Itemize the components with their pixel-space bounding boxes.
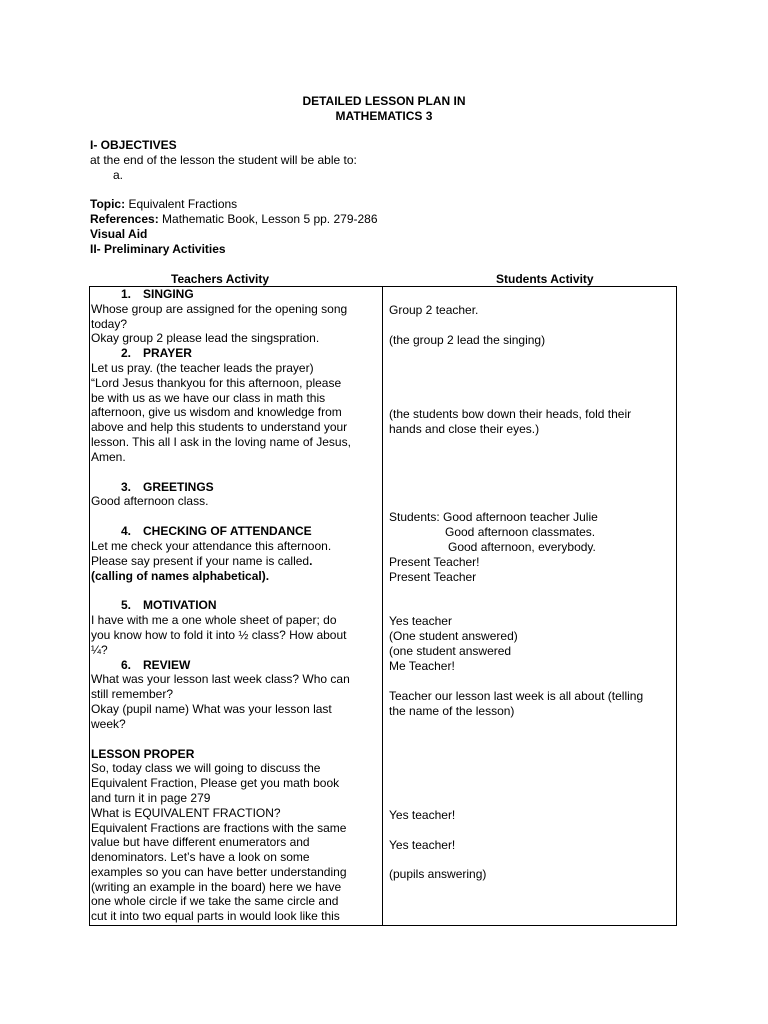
topic-line	[90, 197, 690, 212]
student-response: Present Teacher!	[389, 555, 480, 569]
text-line: (calling of names alphabetical).	[91, 568, 270, 583]
objectives-heading: I- OBJECTIVES	[90, 138, 177, 152]
section-heading-lesson-proper: LESSON PROPER	[91, 746, 195, 761]
text-line: today?	[91, 316, 128, 331]
text-line: cut it into two equal parts in would look like this	[91, 909, 340, 924]
text-line: Let me check your attendance this afternoon.	[91, 538, 332, 553]
text-line: What is EQUIVALENT FRACTION?	[91, 805, 281, 820]
title-line-2: MATHEMATICS 3	[335, 109, 433, 123]
teachers-activity-column	[91, 287, 379, 924]
topic-label: Topic:	[90, 197, 126, 212]
references-line	[90, 212, 690, 227]
text-line: still remember?	[91, 687, 174, 702]
student-response: the name of the lesson)	[389, 704, 515, 718]
text-line: ¼?	[91, 642, 108, 657]
text-line: “Lord Jesus thankyou for this afternoon, please	[91, 375, 342, 390]
text-line: (writing an example in the board) here we have	[91, 879, 342, 894]
student-response: (the students bow down their heads, fold their	[389, 407, 632, 421]
text-line: Equivalent Fractions are fractions with the same	[91, 820, 347, 835]
text-line: denominators. Let’s have a look on some	[91, 850, 310, 865]
text-line: Whose group are assigned for the opening song	[91, 301, 348, 316]
text-line: Equivalent Fraction, Please get you math book	[91, 776, 340, 791]
objectives-text: at the end of the lesson the student will be able to:	[90, 152, 357, 167]
student-response: hands and close their eyes.)	[389, 422, 540, 436]
section-heading-review: 6. REVIEW	[121, 657, 191, 672]
references-value: Mathematic Book, Lesson 5 pp. 279-286	[158, 212, 378, 227]
title-line-1: DETAILED LESSON PLAN IN	[302, 94, 466, 108]
text-line: I have with me a one whole sheet of paper; do	[91, 613, 337, 628]
text-line: So, today class we will going to discuss the	[91, 761, 321, 776]
text-line: examples so you can have better understanding	[91, 864, 347, 879]
student-response: Yes teacher!	[389, 808, 456, 822]
student-response: (one student answered	[389, 644, 512, 658]
text-line: lesson. This all I ask in the loving name of Jesus,	[91, 434, 351, 449]
text-line: be with us as we have our class in math this	[91, 390, 326, 405]
student-response: Teacher our lesson last week is all about (telling	[389, 689, 644, 703]
objectives-item: a.	[113, 167, 124, 182]
text-line: one whole circle if we take the same circle and	[91, 894, 339, 909]
text-line: Amen.	[91, 449, 126, 464]
section-heading-singing: 1. SINGING	[121, 287, 194, 301]
student-response: (pupils answering)	[389, 867, 487, 881]
student-response: Yes teacher!	[389, 838, 456, 852]
student-response: Me Teacher!	[389, 659, 455, 673]
teachers-activity-header: Teachers Activity	[171, 272, 270, 286]
students-activity-header: Students Activity	[496, 272, 594, 286]
student-response: Good afternoon classmates.	[445, 525, 596, 539]
section-heading-prayer: 2. PRAYER	[121, 346, 192, 361]
student-response: Students: Good afternoon teacher Julie	[389, 510, 598, 524]
text-line: above and help this students to understand your	[91, 420, 348, 435]
document-title	[0, 94, 768, 124]
text-line: afternoon, give us wisdom and knowledge from	[91, 405, 342, 420]
section-heading-motivation: 5. MOTIVATION	[121, 598, 217, 613]
intro-section	[90, 138, 690, 257]
student-response: Group 2 teacher.	[389, 303, 479, 317]
activity-table	[89, 286, 677, 926]
preliminary-heading: II- Preliminary Activities	[90, 241, 226, 256]
text-line: you know how to fold it into ½ class? How about	[91, 627, 347, 642]
text-line: Let us pray. (the teacher leads the prayer)	[91, 360, 314, 375]
topic-value: Equivalent Fractions	[125, 197, 238, 212]
text-line: Okay (pupil name) What was your lesson last	[91, 701, 332, 716]
references-label: References:	[90, 212, 159, 227]
section-heading-attendance: 4. CHECKING OF ATTENDANCE	[121, 524, 312, 539]
student-response: Yes teacher	[389, 614, 452, 628]
student-response: (One student answered)	[389, 629, 518, 643]
text-line: and turn it in page 279	[91, 790, 211, 805]
visual-aid-label: Visual Aid	[90, 226, 148, 241]
student-response: Good afternoon, everybody.	[448, 540, 596, 554]
student-response: Present Teacher	[389, 570, 477, 584]
section-heading-greetings: 3. GREETINGS	[121, 479, 214, 494]
text-line: value but have different enumerators and	[91, 835, 310, 850]
text-line: Please say present if your name is called.	[91, 553, 313, 568]
student-response: (the group 2 lead the singing)	[389, 333, 546, 347]
text-line: What was your lesson last week class? Who can	[91, 672, 350, 687]
text-line: Good afternoon class.	[91, 494, 209, 509]
text-line: week?	[91, 716, 126, 731]
column-divider	[382, 287, 383, 925]
text-line: Okay group 2 please lead the singspration.	[91, 331, 320, 346]
